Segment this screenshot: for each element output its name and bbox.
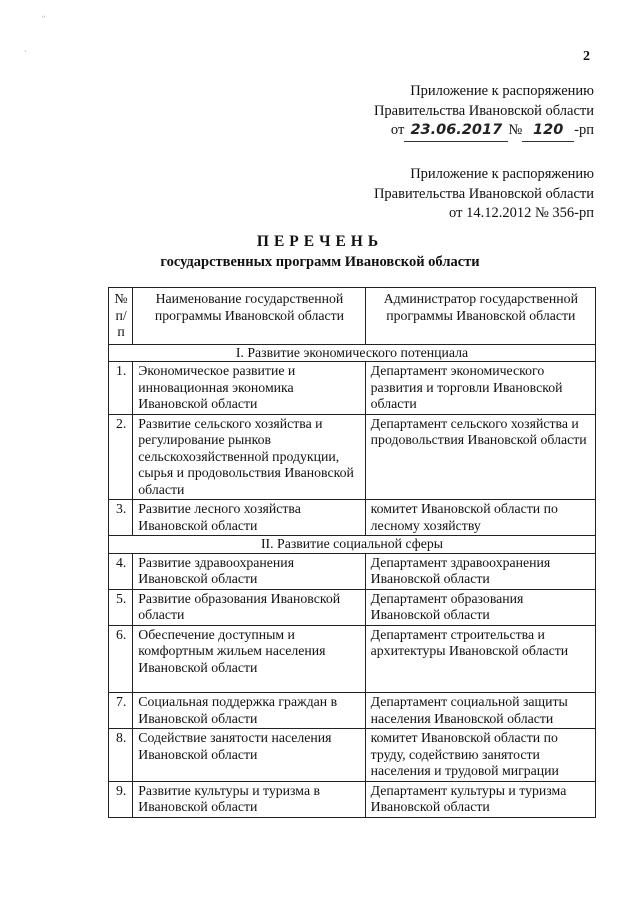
scan-mark: ˎ <box>24 42 27 52</box>
appendix-original <box>374 165 594 224</box>
appendix-suffix: -рп <box>574 122 594 138</box>
row-program-name: Социальная поддержка граждан в Ивановской области <box>133 693 365 729</box>
row-administrator: Департамент сельского хозяйства и продовольствия Ивановской области <box>365 414 595 500</box>
row-administrator: комитет Ивановской области по лесному хозяйству <box>365 500 595 536</box>
table-row <box>109 625 596 693</box>
row-program-name: Развитие культуры и туризма в Ивановской области <box>133 781 365 817</box>
row-num: 4. <box>109 553 133 589</box>
row-administrator: Департамент образования Ивановской области <box>365 589 595 625</box>
table-row <box>109 781 596 817</box>
row-program-name: Содействие занятости населения Ивановской области <box>133 729 365 782</box>
table-row <box>109 500 596 536</box>
section-row <box>109 536 596 554</box>
appendix-line: Правительства Ивановской области <box>373 102 594 119</box>
table-row <box>109 414 596 500</box>
appendix-current <box>374 82 594 142</box>
scan-mark: ᵕ <box>42 10 46 24</box>
title-subheading: государственных программ Ивановской области <box>160 254 480 270</box>
document-title <box>0 232 640 272</box>
row-program-name: Развитие здравоохранения Ивановской области <box>133 553 365 589</box>
row-num: 3. <box>109 500 133 536</box>
table-row <box>109 362 596 415</box>
row-num: 8. <box>109 729 133 782</box>
section-title: I. Развитие экономического потенциала <box>109 344 596 362</box>
header-num: № п/п <box>109 288 133 345</box>
row-num: 5. <box>109 589 133 625</box>
appendix-line: Приложение к распоряжению <box>410 166 594 182</box>
row-num: 2. <box>109 414 133 500</box>
row-administrator: Департамент экономического развития и торговли Ивановской области <box>365 362 595 415</box>
appendix-prefix: от <box>390 122 405 138</box>
appendix-date-line <box>374 121 594 142</box>
row-administrator: Департамент строительства и архитектуры Ивановской области <box>365 625 595 693</box>
table-row <box>109 553 596 589</box>
appendix-line: Правительства Ивановской области <box>373 185 594 202</box>
row-administrator: Департамент социальной защиты населения Ивановской области <box>365 693 595 729</box>
table-row <box>109 693 596 729</box>
row-program-name: Развитие образования Ивановской области <box>133 589 365 625</box>
row-program-name: Экономическое развитие и инновационная экономика Ивановской области <box>133 362 365 415</box>
table-header-row <box>109 288 596 345</box>
row-num: 9. <box>109 781 133 817</box>
table-row <box>109 589 596 625</box>
section-title: II. Развитие социальной сферы <box>109 536 596 554</box>
row-administrator: Департамент здравоохранения Ивановской области <box>365 553 595 589</box>
row-num: 6. <box>109 625 133 693</box>
row-program-name: Развитие сельского хозяйства и регулирование рынков сельскохозяйственной продукции, сырья и продовольствия Ивановской области <box>133 414 365 500</box>
number-label: № <box>508 122 523 138</box>
appendix-line: от 14.12.2012 № 356-рп <box>449 205 594 221</box>
handwritten-date: 23.06.2017 <box>404 121 508 142</box>
title-heading: ПЕРЕЧЕНЬ <box>256 233 384 250</box>
row-administrator: Департамент культуры и туризма Ивановской области <box>365 781 595 817</box>
header-name: Наименование государственной программы Ивановской области <box>133 288 365 345</box>
row-num: 1. <box>109 362 133 415</box>
row-program-name: Развитие лесного хозяйства Ивановской области <box>133 500 365 536</box>
page-number: 2 <box>583 49 590 64</box>
row-num: 7. <box>109 693 133 729</box>
section-row <box>109 344 596 362</box>
appendix-line: Приложение к распоряжению <box>410 83 594 99</box>
program-table <box>108 287 596 818</box>
header-admin: Администратор государственной программы Ивановской области <box>365 288 595 345</box>
handwritten-number: 120 <box>522 121 574 142</box>
row-program-name: Обеспечение доступным и комфортным жильем населения Ивановской области <box>133 625 365 693</box>
row-administrator: комитет Ивановской области по труду, содействию занятости населения и трудовой миграции <box>365 729 595 782</box>
table-row <box>109 729 596 782</box>
